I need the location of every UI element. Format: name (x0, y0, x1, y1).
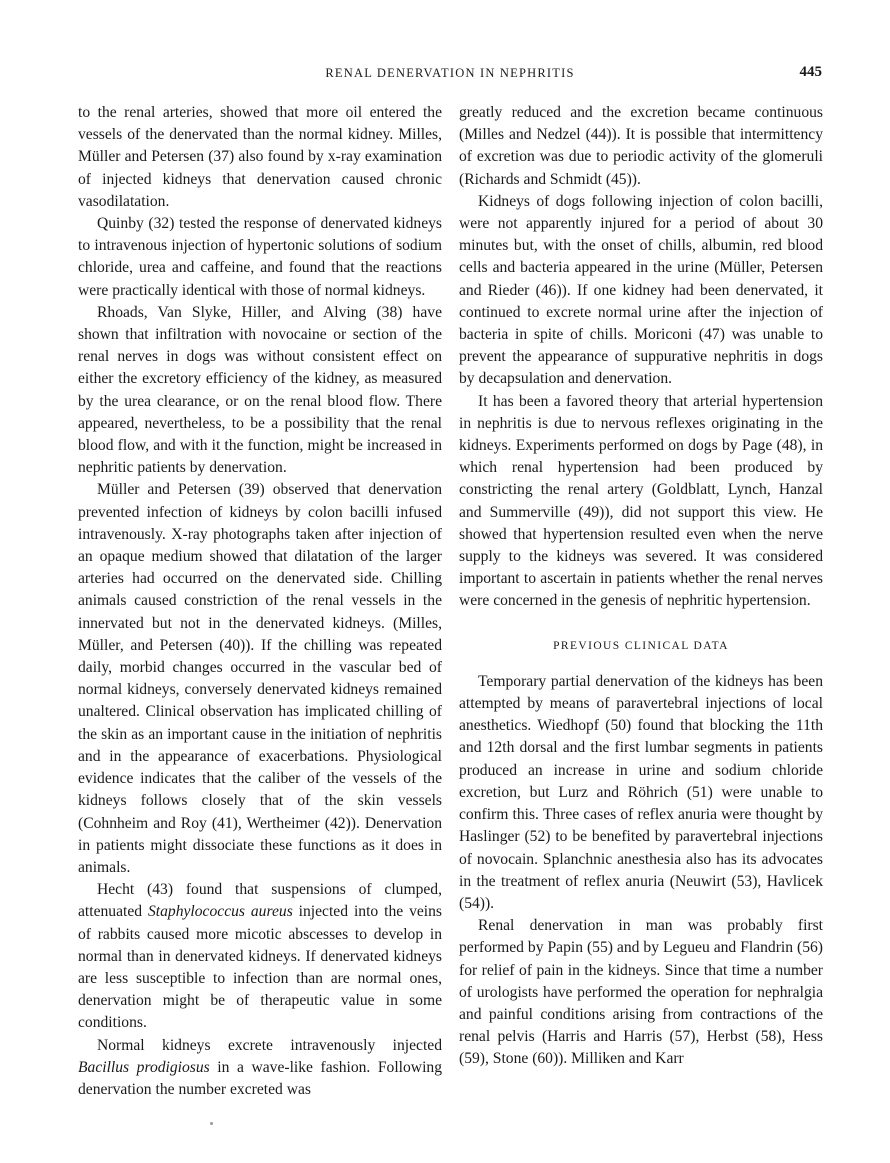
left-column (78, 102, 442, 1101)
paragraph-text: injected into the veins of rabbits caused more micotic abscesses to develop in normal than in denervated kidneys. If denervated kidneys are less susceptible to infection than are normal ones, denervation might be of therapeutic value in some conditions. (78, 903, 442, 1032)
paragraph: to the renal arteries, showed that more oil entered the vessels of the denervated than the normal kidney. Milles, Müller and Petersen (37) also found by x-ray examination of injected kidneys that denervation caused chronic vasodilatation. (78, 104, 442, 210)
paragraph (78, 1035, 442, 1102)
paragraph: Temporary partial denervation of the kidneys has been attempted by means of paravertebral injections of local anesthetics. Wiedhopf (50) found that blocking the 11th and 12th dorsal and the first lumbar segments in patients produced an increase in urine and sodium chloride excretion, but Lurz and Röhrich (51) were unable to confirm this. Three cases of reflex anuria were thought by Haslinger (52) to be benefited by paravertebral injections of novocain. Splanchnic anesthesia also has its advocates in the treatment of reflex anuria (Neuwirt (53), Havlicek (54)). (459, 672, 823, 912)
scan-dot (210, 1122, 213, 1125)
paragraph: Quinby (32) tested the response of denervated kidneys to intravenous injection of hypertonic solutions of sodium chloride, urea and caffeine, and found that the reactions were practically identical with those of normal kidneys. (78, 215, 442, 299)
paragraph: Müller and Petersen (39) observed that denervation prevented infection of kidneys by colon bacilli infused intravenously. X-ray photographs taken after injection of an opaque medium showed that dilatation of the larger arteries had occurred on the denervated side. Chilling animals caused constriction of the renal vessels in the innervated but not in the denervated kidneys. (Milles, Müller, and Petersen (40)). If the chilling was repeated daily, morbid changes occurred in the vascular bed of normal kidneys, conversely denervated kidneys remained unaltered. Clinical observation has implicated chilling of the skin as an important cause in the initiation of nephritis and in the appearance of exacerbations. Physiological evidence indicates that the caliber of the vessels of the kidneys follows closely that of the skin vessels (Cohnheim and Roy (41), Wertheimer (42)). Denervation in patients might dissociate these functions as it does in animals. (78, 481, 442, 876)
paragraph: Renal denervation in man was probably first performed by Papin (55) and by Legueu and Flandrin (56) for relief of pain in the kidneys. Since that time a number of urologists have performed the operation for nephralgia and painful conditions arising from contractions of the renal pelvis (Harris and Harris (57), Herbst (58), Hess (59), Stone (60)). Milliken and Karr (459, 917, 823, 1068)
paragraph-text: in a wave-like fashion. Following denervation the number excreted was (78, 1058, 442, 1098)
paragraph: It has been a favored theory that arterial hypertension in nephritis is due to nervous reflexes originating in the kidneys. Experiments performed on dogs by Page (48), in which renal hypertension had been produced by constricting the renal artery (Goldblatt, Lynch, Hanzal and Summerville (49)), did not support this view. He showed that hypertension resulted even when the nerve supply to the kidneys was severed. It was considered important to ascertain in patients whether the renal nerves were concerned in the genesis of nephritic hypertension. (459, 392, 823, 610)
paragraph-text: Hecht (43) found that suspensions of clumped, attenuated (78, 881, 442, 921)
paragraph: Rhoads, Van Slyke, Hiller, and Alving (38) have shown that infiltration with novocaine or section of the renal nerves in dogs was without consistent effect on either the excretory efficiency of the kidney, as measured by the urea clearance, or on the renal blood flow. There appeared, nevertheless, to be a possibility that the renal blood flow, and with it the function, might be increased in nephritic patients by denervation. (78, 303, 442, 477)
page-number: 445 (799, 64, 822, 80)
right-column (459, 102, 823, 1071)
species-name: Bacillus prodigiosus (78, 1058, 210, 1076)
paragraph: greatly reduced and the excretion became continuous (Milles and Nedzel (44)). It is possible that intermittency of excretion was due to periodic activity of the glomeruli (Richards and Schmidt (45)). (459, 104, 823, 188)
running-header (78, 64, 822, 86)
paragraph (78, 879, 442, 1034)
running-title: RENAL DENERVATION IN NEPHRITIS (325, 66, 575, 80)
species-name: Staphylococcus aureus (147, 903, 293, 921)
paragraph-text: Normal kidneys excrete intravenously injected (97, 1036, 442, 1054)
section-heading: PREVIOUS CLINICAL DATA (553, 639, 729, 652)
paragraph: Kidneys of dogs following injection of colon bacilli, were not apparently injured for a period of about 30 minutes but, with the onset of chills, albumin, red blood cells and bacteria appeared in the urine (Müller, Petersen and Rieder (46)). If one kidney had been denervated, it continued to excrete normal urine after the injection of bacteria in spite of chills. Moriconi (47) was unable to prevent the appearance of suppurative nephritis in dogs by decapsulation and denervation. (459, 192, 823, 388)
